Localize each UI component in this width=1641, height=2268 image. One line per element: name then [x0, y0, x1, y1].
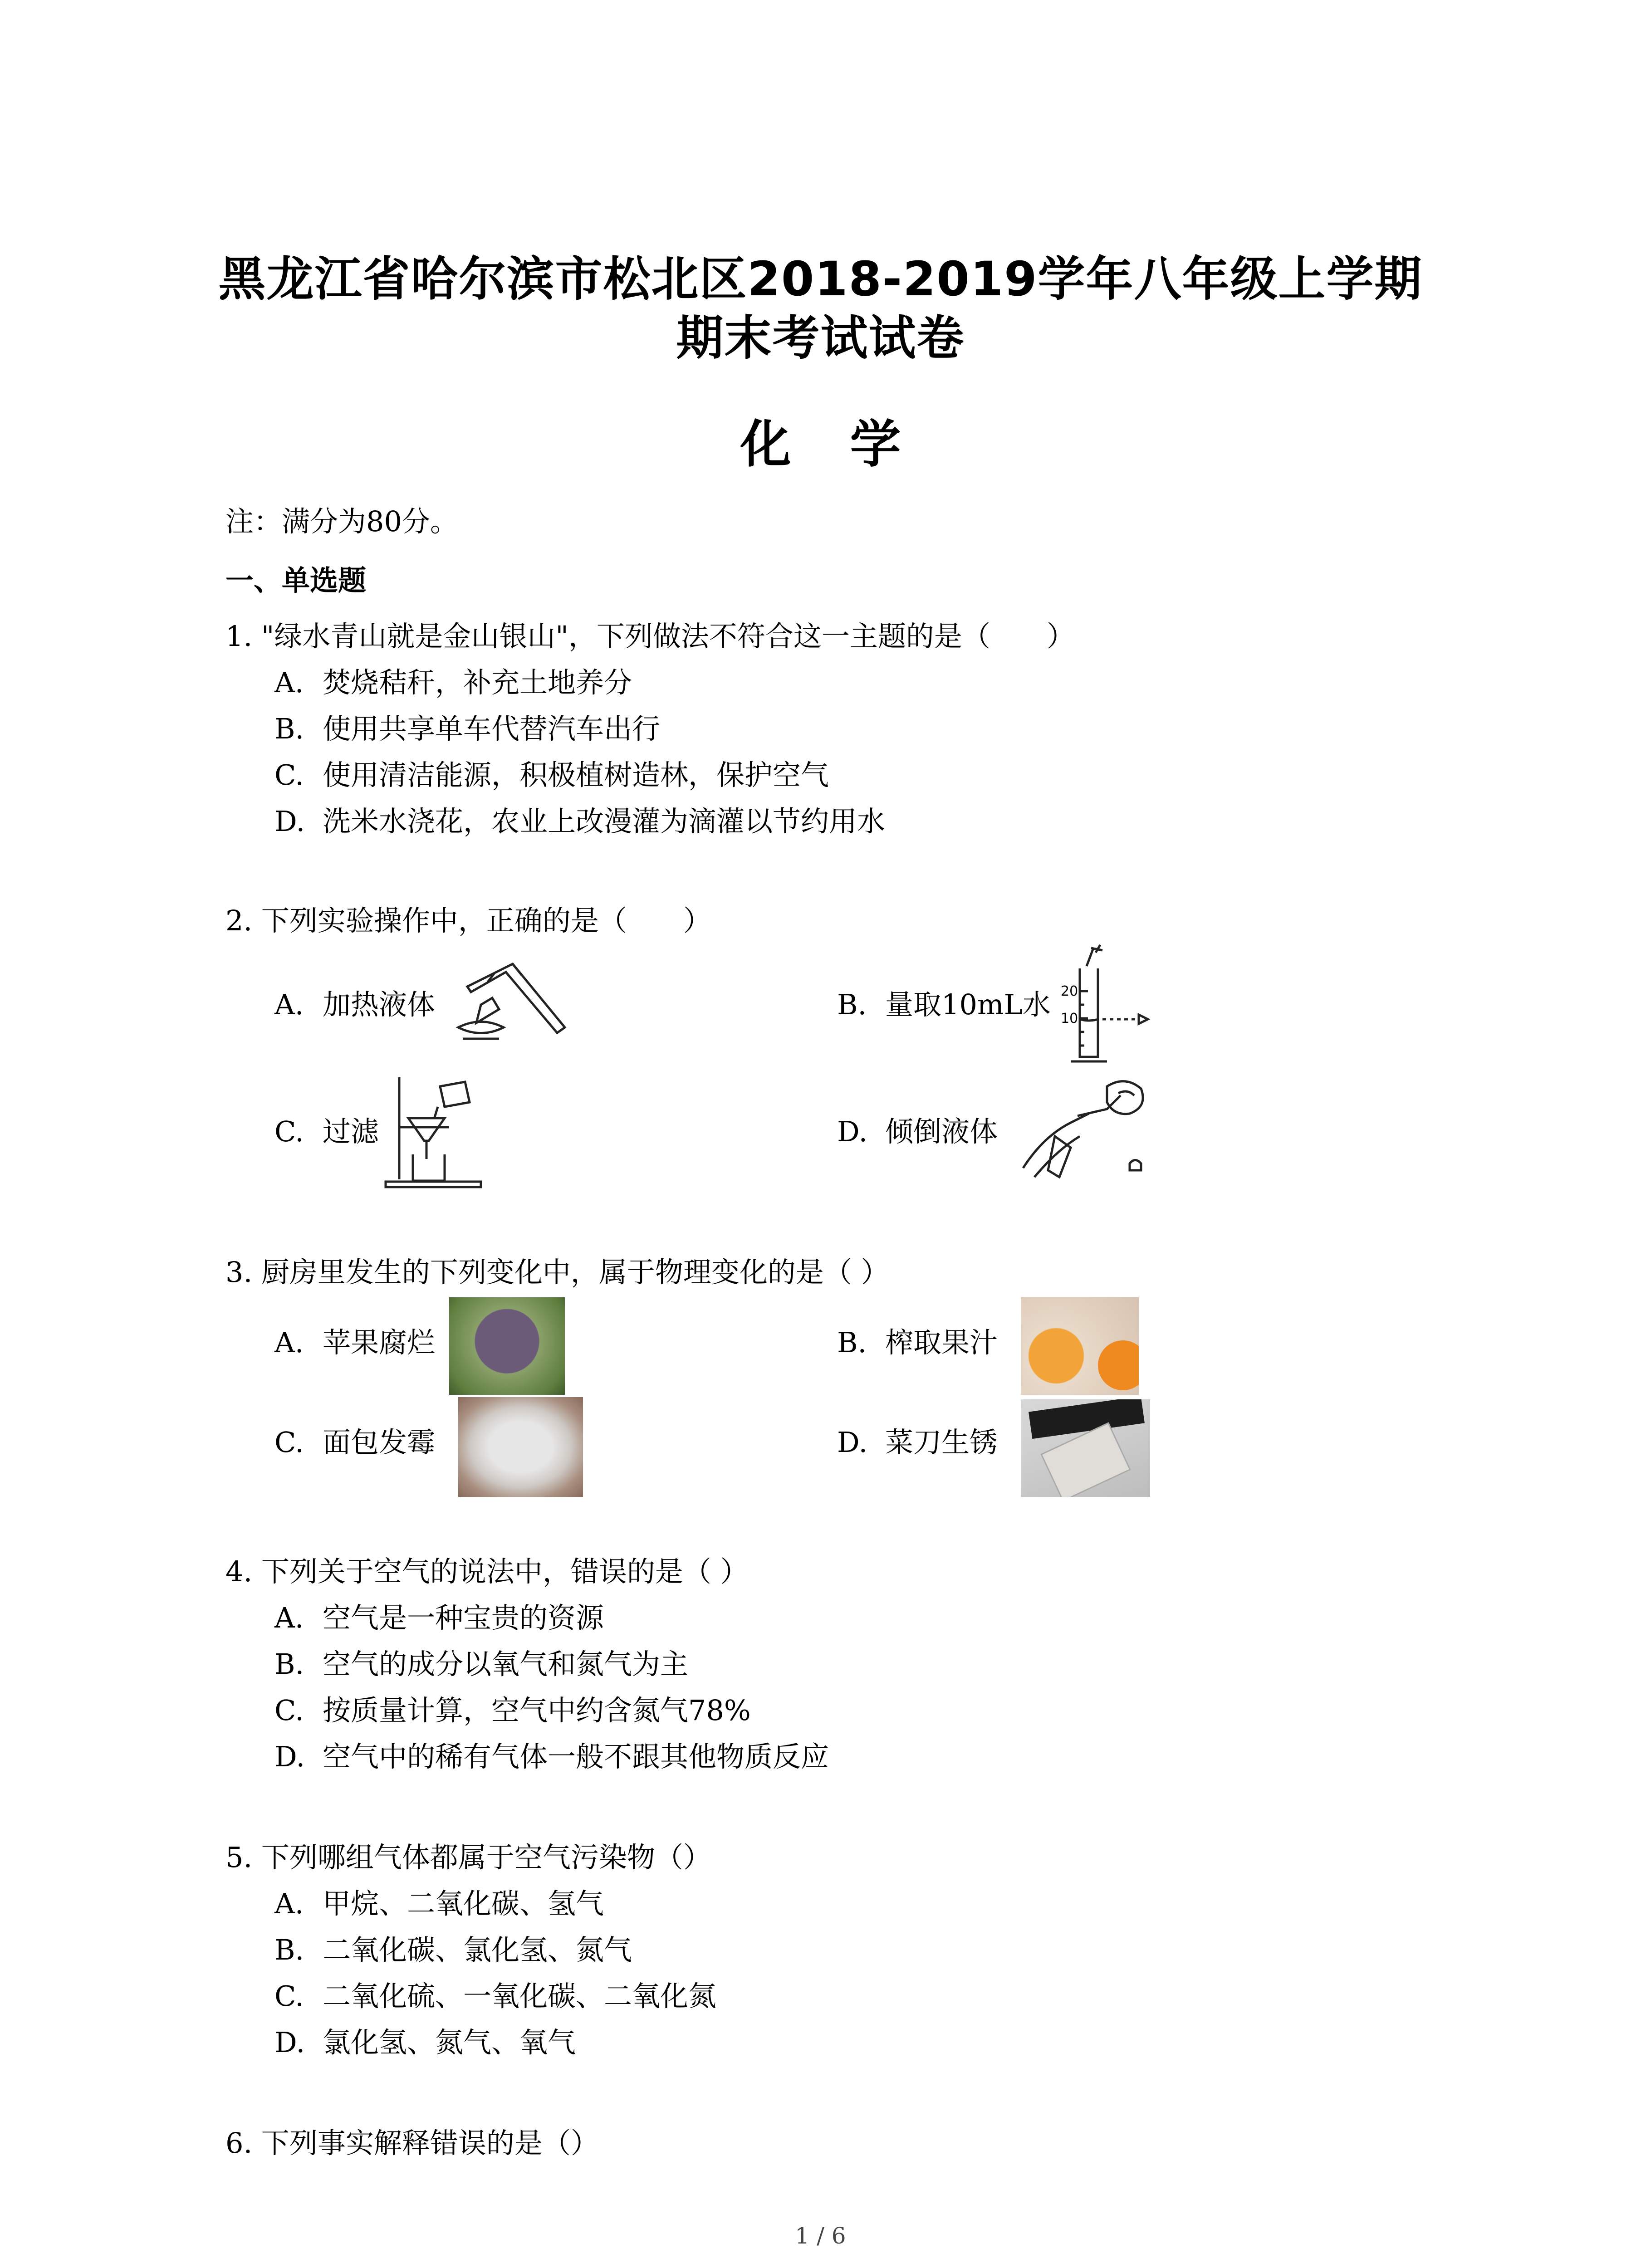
- question-2-option-b: B. 量取10mL水: [837, 988, 1051, 1021]
- title-line-1: 黑龙江省哈尔滨市松北区2018-2019学年八年级上学期: [218, 251, 1423, 307]
- question-5-option-d: D. 氯化氢、氮气、氧气: [274, 2026, 576, 2059]
- page-number: 1 / 6: [795, 2223, 846, 2249]
- question-1-option-a: A. 焚烧秸秆，补充土地养分: [274, 666, 632, 699]
- question-3-stem: 3. 厨房里发生的下列变化中，属于物理变化的是（ ）: [225, 1256, 889, 1289]
- score-note: 注：满分为80分。: [225, 505, 458, 538]
- question-5-option-b: B. 二氧化碳、氯化氢、氮气: [274, 1933, 632, 1966]
- question-2-option-c: C. 过滤: [274, 1115, 379, 1148]
- subject-heading: 化学: [740, 415, 960, 474]
- question-3-option-c: C. 面包发霉: [274, 1426, 436, 1459]
- graduated-cylinder-illustration: [1053, 941, 1157, 1068]
- question-4-option-b: B. 空气的成分以氧气和氮气为主: [274, 1647, 689, 1681]
- juicing-photo: [1021, 1297, 1139, 1395]
- orange-shape: [1098, 1340, 1139, 1390]
- heating-liquid-illustration: [449, 955, 576, 1046]
- question-2-stem: 2. 下列实验操作中，正确的是（ ）: [225, 904, 711, 937]
- question-4-option-d: D. 空气中的稀有气体一般不跟其他物质反应: [274, 1740, 829, 1773]
- question-3-option-b: B. 榨取果汁: [837, 1326, 998, 1359]
- question-3-option-d: D. 菜刀生锈: [837, 1426, 998, 1459]
- rusty-knife-photo: [1021, 1399, 1150, 1497]
- title-line-2: 期末考试试卷: [676, 310, 965, 366]
- pouring-liquid-illustration: [1016, 1068, 1152, 1186]
- cylinder-mark-20: 20: [1061, 983, 1078, 999]
- filtration-illustration: [381, 1068, 485, 1191]
- question-2-option-d: D. 倾倒液体: [837, 1115, 998, 1148]
- question-4-option-c: C. 按质量计算，空气中约含氮气78%: [274, 1694, 751, 1727]
- question-1-stem: 1. "绿水青山就是金山银山"，下列做法不符合这一主题的是（ ）: [225, 620, 1075, 653]
- rotten-apple-photo: [449, 1297, 565, 1395]
- question-4-option-a: A. 空气是一种宝贵的资源: [274, 1601, 604, 1634]
- question-4-stem: 4. 下列关于空气的说法中，错误的是（ ）: [225, 1555, 749, 1588]
- moldy-bread-photo: [458, 1397, 583, 1497]
- question-5-option-c: C. 二氧化硫、一氧化碳、二氧化氮: [274, 1980, 717, 2013]
- question-2-option-a: A. 加热液体: [274, 988, 436, 1021]
- question-5-option-a: A. 甲烷、二氧化碳、氢气: [274, 1887, 604, 1920]
- cylinder-mark-10: 10: [1061, 1011, 1078, 1026]
- question-5-stem: 5. 下列哪组气体都属于空气污染物（）: [225, 1841, 711, 1874]
- question-1-option-c: C. 使用清洁能源，积极植树造林，保护空气: [274, 758, 829, 792]
- question-1-option-d: D. 洗米水浇花，农业上改漫灌为滴灌以节约用水: [274, 805, 886, 838]
- section-heading: 一、单选题: [225, 564, 367, 597]
- question-1-option-b: B. 使用共享单车代替汽车出行: [274, 712, 661, 745]
- question-3-option-a: A. 苹果腐烂: [274, 1326, 436, 1359]
- question-6-stem: 6. 下列事实解释错误的是（）: [225, 2126, 599, 2160]
